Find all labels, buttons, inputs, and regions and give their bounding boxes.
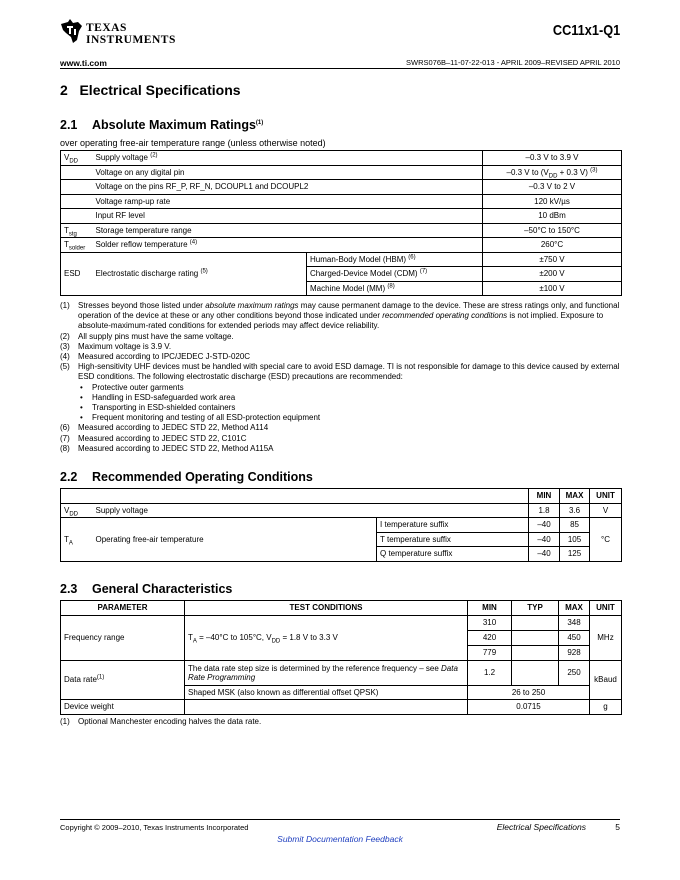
- rec-op-heading: [60, 470, 313, 484]
- section-title: [60, 82, 241, 98]
- min-cell: 310: [468, 615, 512, 630]
- logo-line1: TEXAS: [86, 22, 127, 34]
- footer-rule: [60, 819, 620, 820]
- typ-cell: 26 to 250: [468, 685, 590, 700]
- cond-cell: T temperature suffix: [377, 532, 529, 547]
- param-cell: Electrostatic discharge rating $^{(5)}$: [93, 252, 307, 296]
- sym-cell: $V_{DD}$: [61, 151, 93, 166]
- unit-cell: kBaud: [590, 660, 622, 700]
- max-cell: 105: [560, 532, 590, 547]
- param-cell: Data rate$^{(1)}$: [61, 660, 185, 700]
- list-item: • Handling in ESD-safeguarded work area: [80, 392, 236, 402]
- ti-logo-icon: [60, 18, 84, 44]
- min-cell: –40: [529, 547, 560, 562]
- table-row: [61, 151, 622, 166]
- footnote: (3) Maximum voltage is 3.9 V.: [60, 341, 172, 351]
- value-cell: 10 dBm: [483, 209, 622, 224]
- gen-char-heading: [60, 582, 232, 596]
- param-cell: Operating free-air temperature: [93, 518, 377, 562]
- rec-op-title: Recommended Operating Conditions: [92, 470, 313, 484]
- value-cell: –0.3 V to 2 V: [483, 180, 622, 195]
- section-number: 2: [60, 82, 68, 98]
- typ-cell: 0.0715: [468, 700, 590, 715]
- section-title-text: Electrical Specifications: [79, 82, 241, 98]
- col-header: UNIT: [590, 601, 622, 616]
- col-header: MAX: [559, 601, 590, 616]
- unit-cell: MHz: [590, 615, 622, 660]
- esd-model-cell: Charged-Device Model (CDM) $^{(7)}$: [307, 267, 483, 282]
- sym-cell: $T_A$: [61, 518, 93, 562]
- abs-max-caption: over operating free-air temperature range (unless otherwise noted): [60, 138, 326, 148]
- gen-char-table: [60, 600, 622, 715]
- value-cell: –0.3 V to ($V_{DD} + 0.3$ V) $^{(3)}$: [483, 165, 622, 180]
- rec-op-number: 2.2: [60, 470, 78, 484]
- footnote: (2) All supply pins must have the same voltage.: [60, 331, 234, 341]
- doc-id: CC11x1-Q1: [552, 22, 620, 39]
- footnote: (8) Measured according to JEDEC STD 22, Method A115A: [60, 443, 274, 453]
- abs-max-notes: [60, 301, 620, 454]
- footnote: (1) Stresses beyond those listed under absolute maximum ratings may cause permanent damage to the device. These are stress ratings only, and functional operation of the device at these or any other conditions beyond those indicated under recommended operating conditions is not implied. Exposure to absolute-maximum-rated conditions for extended periods may affect device reliability.: [60, 301, 620, 331]
- max-cell: 3.6: [560, 503, 590, 518]
- abs-max-number: 2.1: [60, 118, 78, 132]
- param-cell: Voltage ramp-up rate: [93, 194, 483, 209]
- list-item: • Protective outer garments: [80, 382, 184, 392]
- ti-logo: [60, 18, 180, 48]
- table-row: [61, 660, 622, 685]
- col-header: UNIT: [590, 489, 622, 504]
- max-cell: 125: [560, 547, 590, 562]
- param-cell: Voltage on the pins RF_P, RF_N, DCOUPL1 and DCOUPL2: [93, 180, 483, 195]
- table-row: [61, 180, 622, 195]
- abs-max-heading: [60, 118, 263, 132]
- min-cell: 420: [468, 630, 512, 645]
- col-header: MAX: [560, 489, 590, 504]
- abs-max-table: [60, 150, 622, 296]
- abs-max-title-ref: (1): [255, 119, 264, 126]
- table-row: [61, 238, 622, 253]
- param-cell: Storage temperature range: [93, 223, 483, 238]
- table-row: [61, 223, 622, 238]
- max-cell: 250: [559, 660, 590, 685]
- max-cell: 450: [559, 630, 590, 645]
- unit-cell: °C: [590, 518, 622, 562]
- footnote: (6) Measured according to JEDEC STD 22, Method A114: [60, 423, 269, 433]
- value-cell: –0.3 V to 3.9 V: [483, 151, 622, 166]
- footnote: (5) High-sensitivity UHF devices must be handled with special care to avoid ESD damage. TI is not responsible for damage to this device caused by external ESD conditions. The following electrostatic discharge (ESD) precautions are recommended:: [60, 362, 620, 382]
- footnote: (7) Measured according to JEDEC STD 22, C101C: [60, 433, 247, 443]
- table-row: [61, 615, 622, 630]
- footnote: (1) Optional Manchester encoding halves the data rate.: [60, 717, 262, 726]
- table-header-row: [61, 489, 622, 504]
- unit-cell: g: [590, 700, 622, 715]
- value-cell: ±100 V: [483, 281, 622, 296]
- rec-op-table: [60, 488, 622, 562]
- gen-char-number: 2.3: [60, 582, 78, 596]
- table-row: [61, 503, 622, 518]
- table-row: [61, 165, 622, 180]
- logo-line2: INSTRUMENTS: [86, 34, 176, 46]
- table-row: [61, 194, 622, 209]
- min-cell: 1.2: [468, 660, 512, 685]
- param-cell: Solder reflow temperature $^{(4)}$: [93, 238, 483, 253]
- cond-cell: The data rate step size is determined by the reference frequency – see Data Rate Programming: [185, 660, 468, 685]
- sym-cell: $T_{solder}$: [61, 238, 93, 253]
- table-row: [61, 700, 622, 715]
- footnote: (4) Measured according to IPC/JEDEC J-STD-020C: [60, 352, 251, 362]
- cond-cell: $T_A = -40^\circ C$ to 105°C, $V_{DD} = 1.8$ V to 3.3 V: [185, 615, 468, 660]
- sym-cell: $V_{DD}$: [61, 503, 93, 518]
- revision-line: SWRS076B–11-07-22-013 - APRIL 2009–REVISED APRIL 2010: [405, 58, 620, 67]
- feedback-link[interactable]: Submit Documentation Feedback: [277, 834, 403, 844]
- list-item: • Transporting in ESD-shielded containers: [80, 403, 236, 413]
- page-number: 5: [615, 822, 620, 832]
- col-header: MIN: [529, 489, 560, 504]
- param-cell: Frequency range: [61, 615, 185, 660]
- cond-cell: Q temperature suffix: [377, 547, 529, 562]
- table-header-row: [61, 601, 622, 616]
- max-cell: 928: [559, 645, 590, 660]
- value-cell: –50°C to 150°C: [483, 223, 622, 238]
- list-item: • Frequent monitoring and testing of all ESD-protection equipment: [80, 413, 321, 423]
- esd-model-cell: Machine Model (MM) $^{(8)}$: [307, 281, 483, 296]
- col-header: MIN: [468, 601, 512, 616]
- esd-model-cell: Human-Body Model (HBM) $^{(6)}$: [307, 252, 483, 267]
- param-cell: Device weight: [61, 700, 185, 715]
- copyright: Copyright © 2009–2010, Texas Instruments Incorporated: [60, 823, 249, 832]
- header-rule: [60, 68, 620, 69]
- value-cell: 120 kV/µs: [483, 194, 622, 209]
- gen-char-notes: [60, 717, 620, 727]
- param-cell: Input RF level: [93, 209, 483, 224]
- abs-max-title: Absolute Maximum Ratings: [92, 118, 256, 132]
- min-cell: –40: [529, 532, 560, 547]
- param-cell: Supply voltage $^{(2)}$: [93, 151, 483, 166]
- sym-cell: $T_{stg}$: [61, 223, 93, 238]
- unit-cell: V: [590, 503, 622, 518]
- value-cell: 260°C: [483, 238, 622, 253]
- col-header: PARAMETER: [61, 601, 185, 616]
- col-header: TEST CONDITIONS: [185, 601, 468, 616]
- footer-section: Electrical Specifications: [496, 822, 586, 832]
- sym-cell: ESD: [61, 252, 93, 296]
- table-row: [61, 252, 622, 267]
- min-cell: 779: [468, 645, 512, 660]
- table-row: [61, 518, 622, 533]
- param-cell: Voltage on any digital pin: [93, 165, 483, 180]
- max-cell: 85: [560, 518, 590, 533]
- cond-cell: I temperature suffix: [377, 518, 529, 533]
- cond-cell: Shaped MSK (also known as differential offset QPSK): [185, 685, 468, 700]
- gen-char-title: General Characteristics: [92, 582, 233, 596]
- max-cell: 348: [559, 615, 590, 630]
- min-cell: 1.8: [529, 503, 560, 518]
- col-header: TYP: [512, 601, 559, 616]
- min-cell: –40: [529, 518, 560, 533]
- website-link[interactable]: www.ti.com: [60, 58, 107, 68]
- value-cell: ±750 V: [483, 252, 622, 267]
- table-row: [61, 209, 622, 224]
- param-cell: Supply voltage: [93, 503, 529, 518]
- value-cell: ±200 V: [483, 267, 622, 282]
